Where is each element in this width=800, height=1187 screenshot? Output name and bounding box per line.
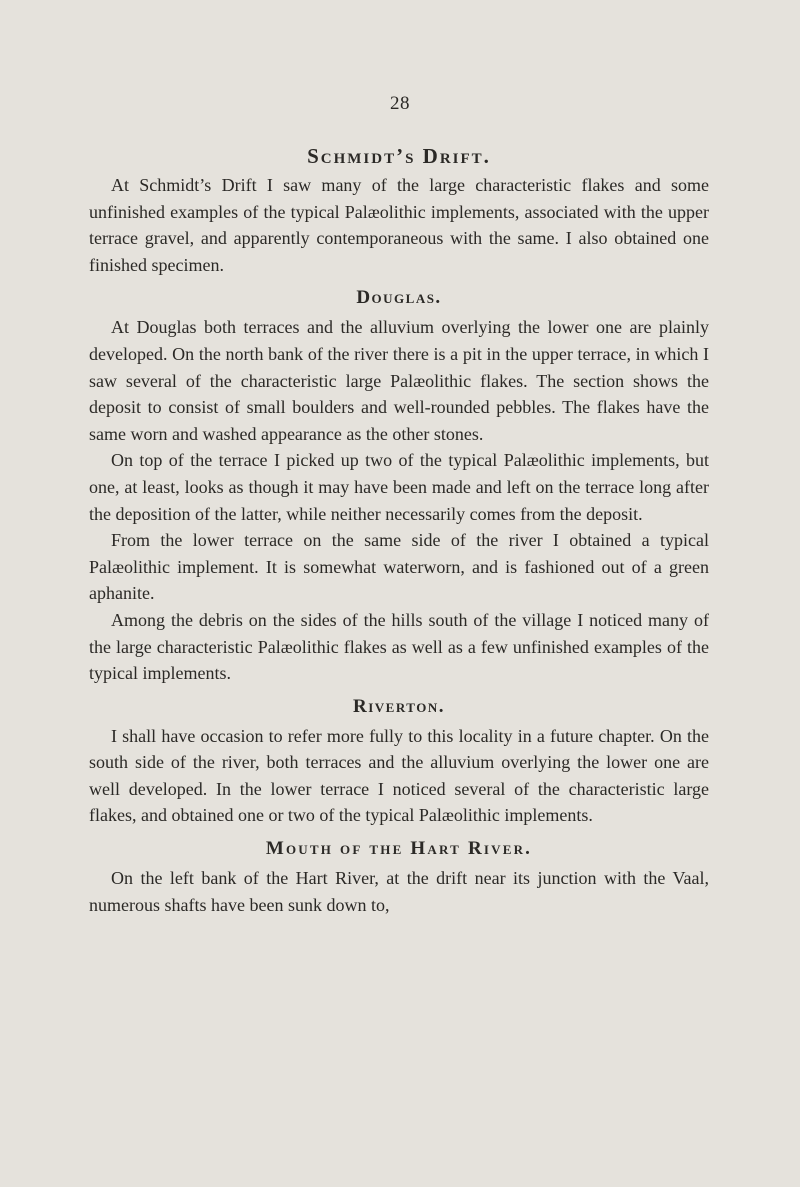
paragraph: On top of the terrace I picked up two of the typical Palæolithic implements, but one, at least, looks as though it may have been made and left on the terrace long after the deposition of the latter, while neither necessarily comes from the deposit.: [89, 450, 709, 524]
section-heading-riverton: Riverton.: [353, 695, 445, 717]
section-heading-douglas: Douglas.: [356, 287, 442, 309]
section-heading-schmidts-drift: Schmidt’s Drift.: [307, 144, 491, 168]
paragraph: At Douglas both terraces and the alluvium overlying the lower one are plainly developed. On the north bank of the river there is a pit in the upper terrace, in which I saw several of the characteristic large Palæolithic flakes. The section shows the deposit to consist of small boulders and well-rounded pebbles. The flakes have the same worn and washed appearance as the other stones.: [89, 317, 709, 444]
text-column: [89, 140, 709, 918]
section-heading-mouth-of-hart-river: Mouth of the Hart River.: [265, 838, 533, 860]
paragraph: Among the debris on the sides of the hills south of the village I noticed many of the large characteristic Palæolithic flakes as well as a few unfinished examples of the typical implements.: [89, 609, 709, 684]
paragraph: From the lower terrace on the same side of the river I obtained a typical Palæolithic implement. It is somewhat waterworn, and is fashioned out of a green aphanite.: [89, 530, 709, 604]
page-number: 28: [390, 93, 410, 114]
paragraph: On the left bank of the Hart River, at the drift near its junction with the Vaal, numerous shafts have been sunk down to,: [89, 868, 709, 915]
paragraph: At Schmidt’s Drift I saw many of the large characteristic flakes and some unfinished examples of the typical Palæolithic implements, associated with the upper terrace gravel, and apparently contemporaneous with the same. I also obtained one finished specimen.: [89, 175, 709, 275]
paragraph: I shall have occasion to refer more fully to this locality in a future chapter. On the south side of the river, both terraces and the alluvium overlying the lower one are well developed. In the lower terrace I noticed several of the characteristic large flakes, and obtained one or two of the typical Palæolithic implements.: [89, 725, 709, 826]
